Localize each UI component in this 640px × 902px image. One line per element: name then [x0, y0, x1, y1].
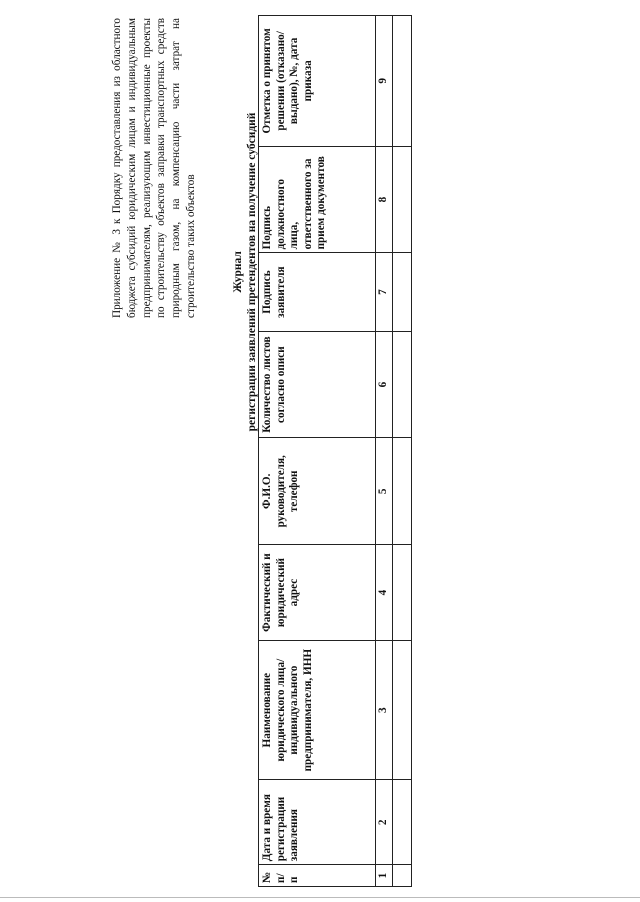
column-number: 4: [376, 545, 393, 641]
column-number: 9: [376, 16, 393, 147]
header-cell: Наименование юридического лица/ индивидуального предпринимателя, ИНН: [259, 640, 376, 779]
table-cell: [392, 865, 411, 887]
appendix-note: Приложение № 3 к Порядку предоставления из областного бюджета субсидий юридическим лицам и индивидуальным предпринимателям, реализующим инвестиционные проекты по строительству объектов заправки транспортных средств природным газом, на компенсацию части затрат на строительство таких объектов: [111, 18, 197, 318]
column-number: 6: [376, 331, 393, 438]
journal-subtitle: регистрации заявлений претендентов на получение субсидий: [246, 112, 258, 432]
table-row: [392, 16, 411, 887]
table-cell: [392, 146, 411, 253]
header-cell: Дата и время регистрации заявления: [259, 780, 376, 865]
column-number: 2: [376, 780, 393, 865]
column-number-row: [376, 16, 393, 887]
table-cell: [392, 331, 411, 438]
header-cell: Подпись должностного лица, ответственного за прием документов: [259, 146, 376, 253]
column-number: 5: [376, 438, 393, 545]
page-edge-line: [0, 896, 640, 898]
column-number: 1: [376, 865, 393, 887]
table-cell: [392, 16, 411, 147]
header-cell: Ф.И.О. руководителя, телефон: [259, 438, 376, 545]
header-cell: Отметка о принятом решении (отказано/выдано), №, дата приказа: [259, 16, 376, 147]
journal-title: Журнал: [232, 251, 244, 293]
table-cell: [392, 545, 411, 641]
column-number: 3: [376, 640, 393, 779]
header-cell: Количество листов согласно описи: [259, 331, 376, 438]
table-cell: [392, 438, 411, 545]
header-cell: Подпись заявителя: [259, 253, 376, 331]
column-number: 7: [376, 253, 393, 331]
header-cell: № п/п: [259, 865, 376, 887]
column-number: 8: [376, 146, 393, 253]
registration-table: [258, 15, 412, 887]
table-header-row: [259, 16, 376, 887]
table-cell: [392, 253, 411, 331]
table-cell: [392, 640, 411, 779]
header-cell: Фактический и юридический адрес: [259, 545, 376, 641]
table-cell: [392, 780, 411, 865]
